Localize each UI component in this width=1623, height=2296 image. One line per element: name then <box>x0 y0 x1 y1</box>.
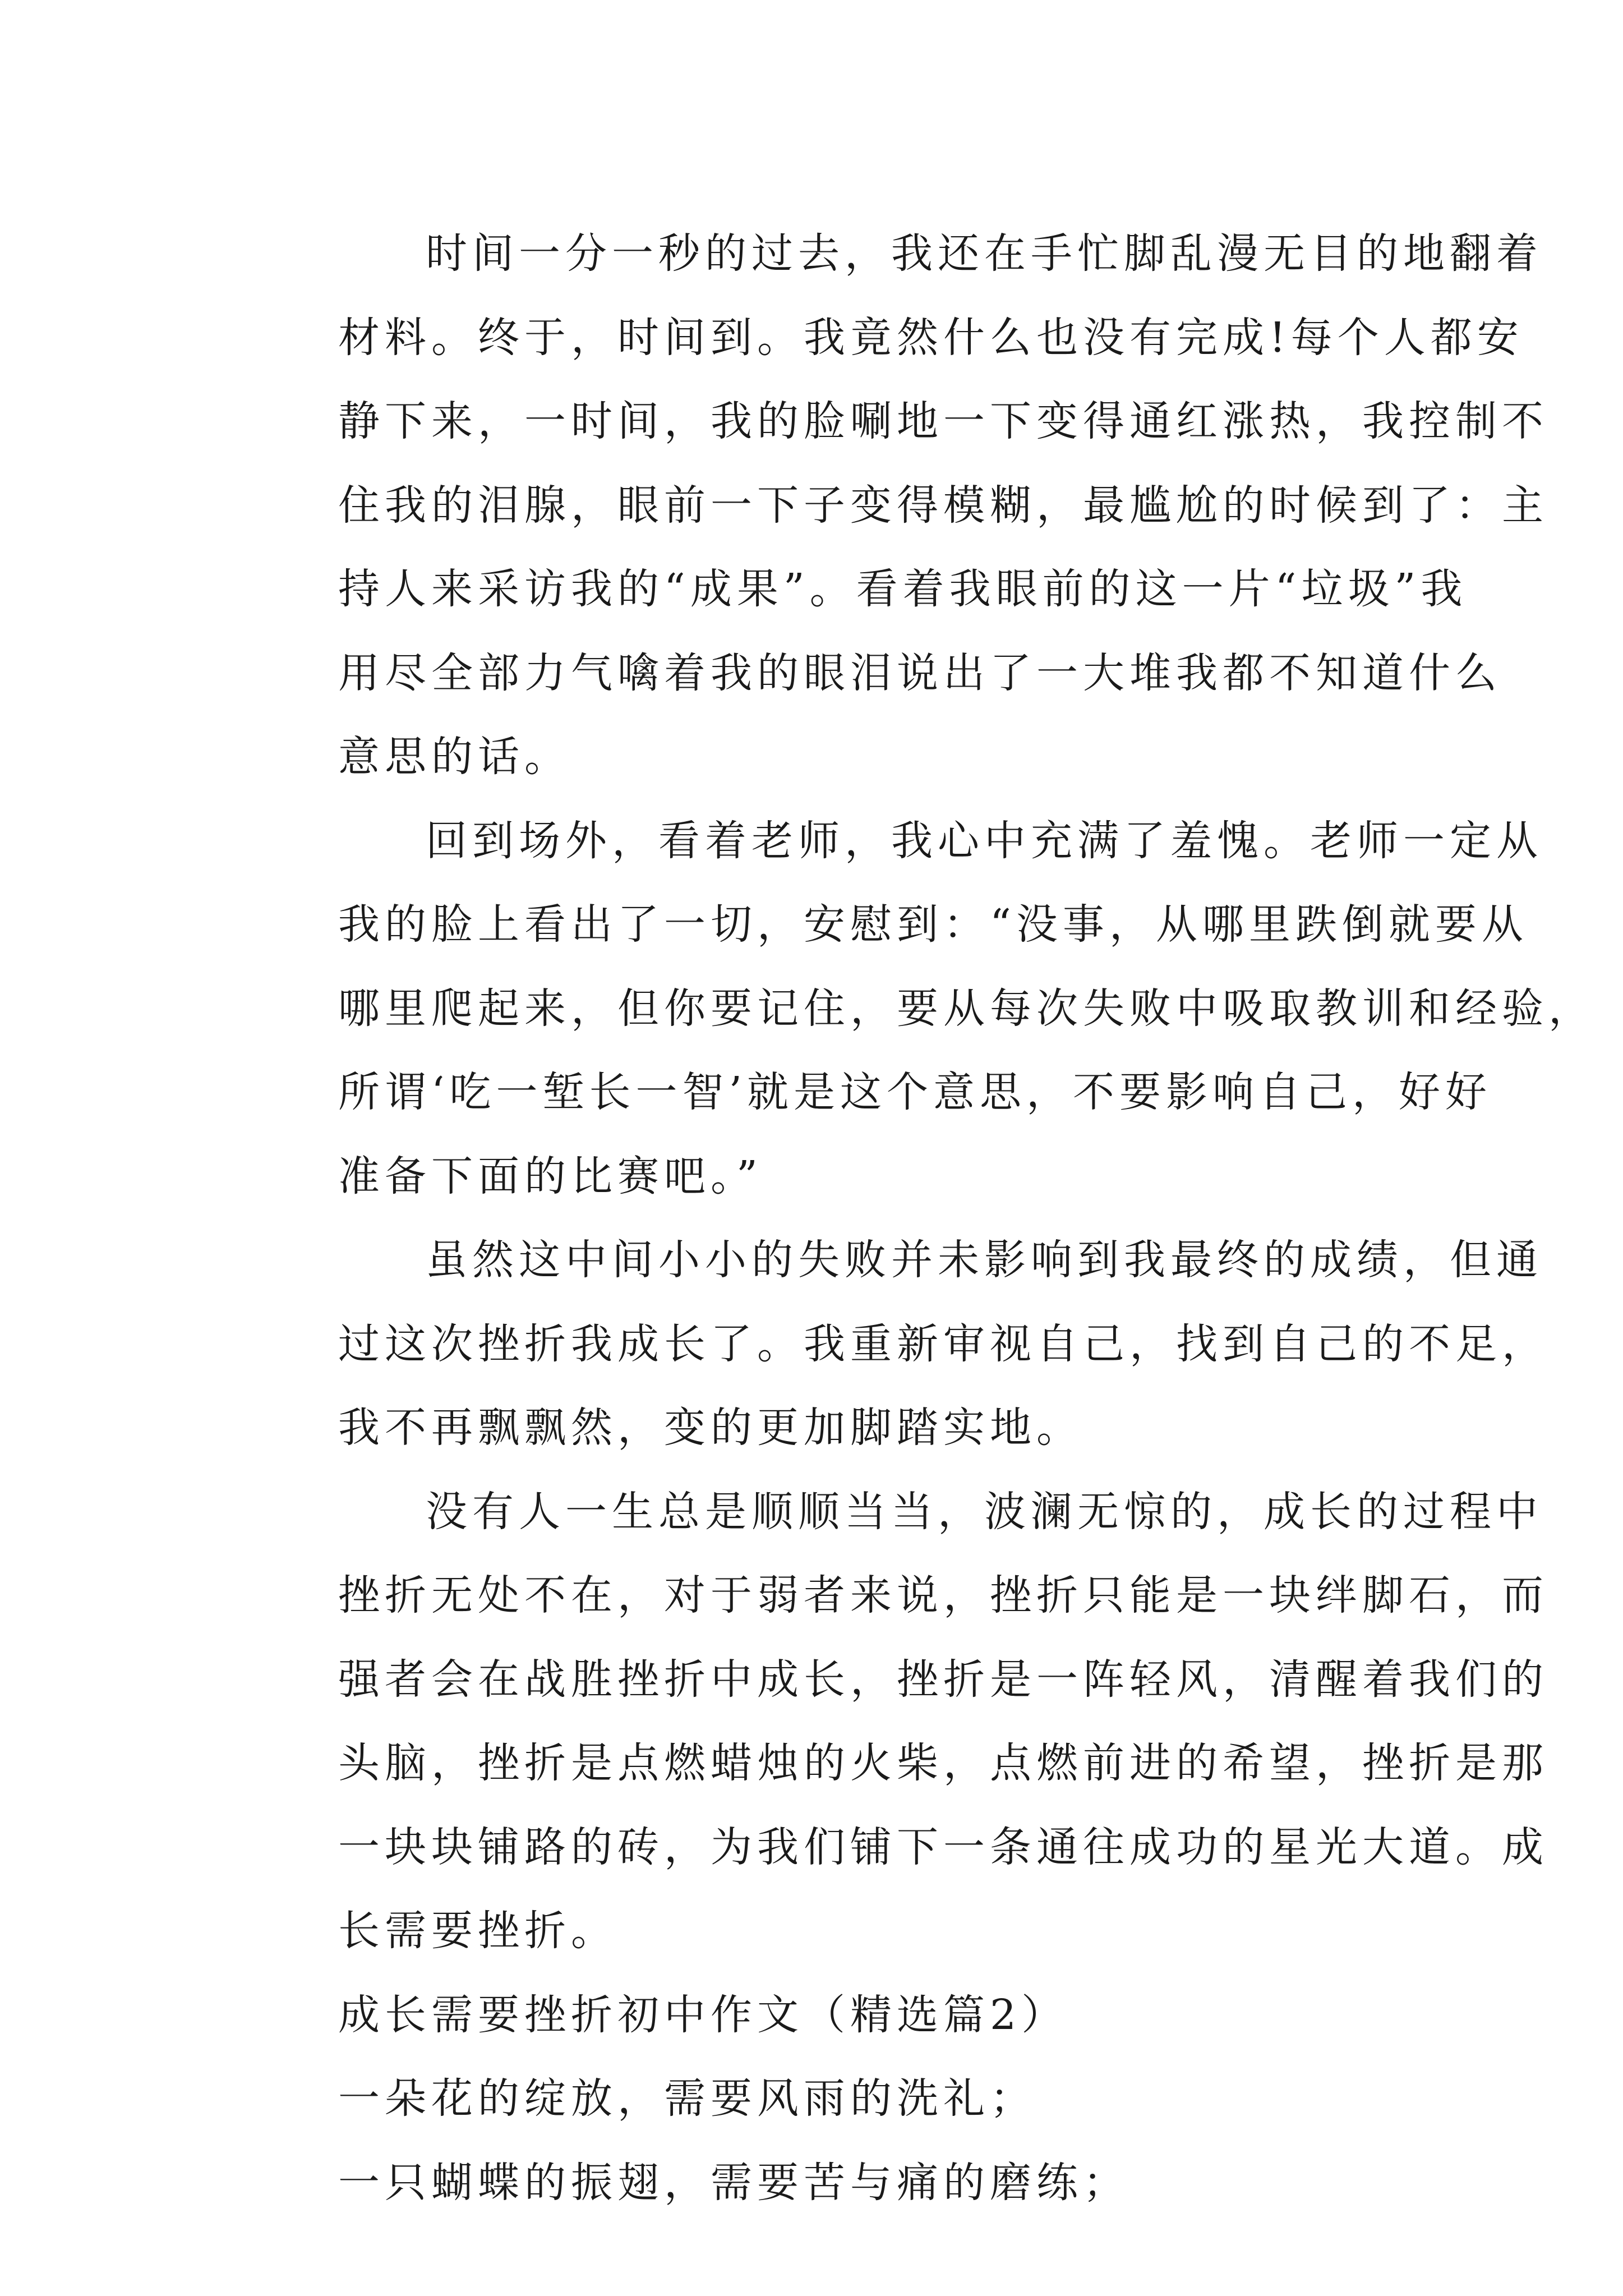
text-line: 没有人一生总是顺顺当当，波澜无惊的，成长的过程中 <box>426 1487 1543 1536</box>
paragraph-2 <box>251 799 1595 1219</box>
text-line: 住我的泪腺，眼前一下子变得模糊，最尴尬的时候到了：主 <box>338 481 1548 530</box>
text-line: 哪里爬起来，但你要记住，要从每次失败中吸取教训和经验， <box>338 984 1595 1033</box>
text-line: 静下来，一时间，我的脸唰地一下变得通红涨热，我控制不 <box>338 397 1548 445</box>
paragraph-3 <box>251 1218 1548 1470</box>
text-line: 挫折无处不在，对于弱者来说，挫折只能是一块绊脚石，而 <box>338 1571 1548 1619</box>
verse-line: 一朵花的绽放，需要风雨的洗礼； <box>338 2074 1036 2123</box>
verse-line: 一只蝴蝶的振翅，需要苦与痛的磨练； <box>338 2158 1129 2207</box>
text-line: 我不再飘飘然，变的更加脚踏实地。 <box>338 1404 1083 1452</box>
paragraph-4 <box>251 1470 1548 1973</box>
text-line: 时间一分一秒的过去，我还在手忙脚乱漫无目的地翻着 <box>426 229 1543 278</box>
text-line: 虽然这中间小小的失败并未影响到我最终的成绩，但通 <box>426 1236 1543 1284</box>
document-body <box>251 212 1595 2225</box>
text-line: 强者会在战胜挫折中成长，挫折是一阵轻风，清醒着我们的 <box>338 1655 1548 1704</box>
text-line: 一块块铺路的砖，为我们铺下一条通往成功的星光大道。成 <box>338 1823 1548 1871</box>
text-line: 准备下面的比赛吧。” <box>338 1152 763 1200</box>
text-line: 持人来采访我的“成果”。看着我眼前的这一片“垃圾”我 <box>338 565 1468 613</box>
text-line: 我的脸上看出了一切，安慰到：“没事，从哪里跌倒就要从 <box>338 900 1528 949</box>
text-line: 回到场外，看着老师，我心中充满了羞愧。老师一定从 <box>426 816 1543 865</box>
text-line: 材料。终于，时间到。我竟然什么也没有完成!每个人都安 <box>338 313 1524 362</box>
text-line: 长需要挫折。 <box>338 1907 617 1955</box>
text-line: 用尽全部力气噙着我的眼泪说出了一大堆我都不知道什么 <box>338 648 1502 697</box>
text-line: 所谓‘吃一堑长一智’就是这个意思，不要影响自己，好好 <box>338 1068 1492 1116</box>
section-heading: 成长需要挫折初中作文（精选篇2） <box>338 1990 1068 2039</box>
paragraph-1 <box>251 212 1548 799</box>
text-line: 头脑，挫折是点燃蜡烛的火柴，点燃前进的希望，挫折是那 <box>338 1739 1548 1787</box>
text-line: 意思的话。 <box>338 733 571 781</box>
text-line: 过这次挫折我成长了。我重新审视自己，找到自己的不足， <box>338 1319 1548 1368</box>
